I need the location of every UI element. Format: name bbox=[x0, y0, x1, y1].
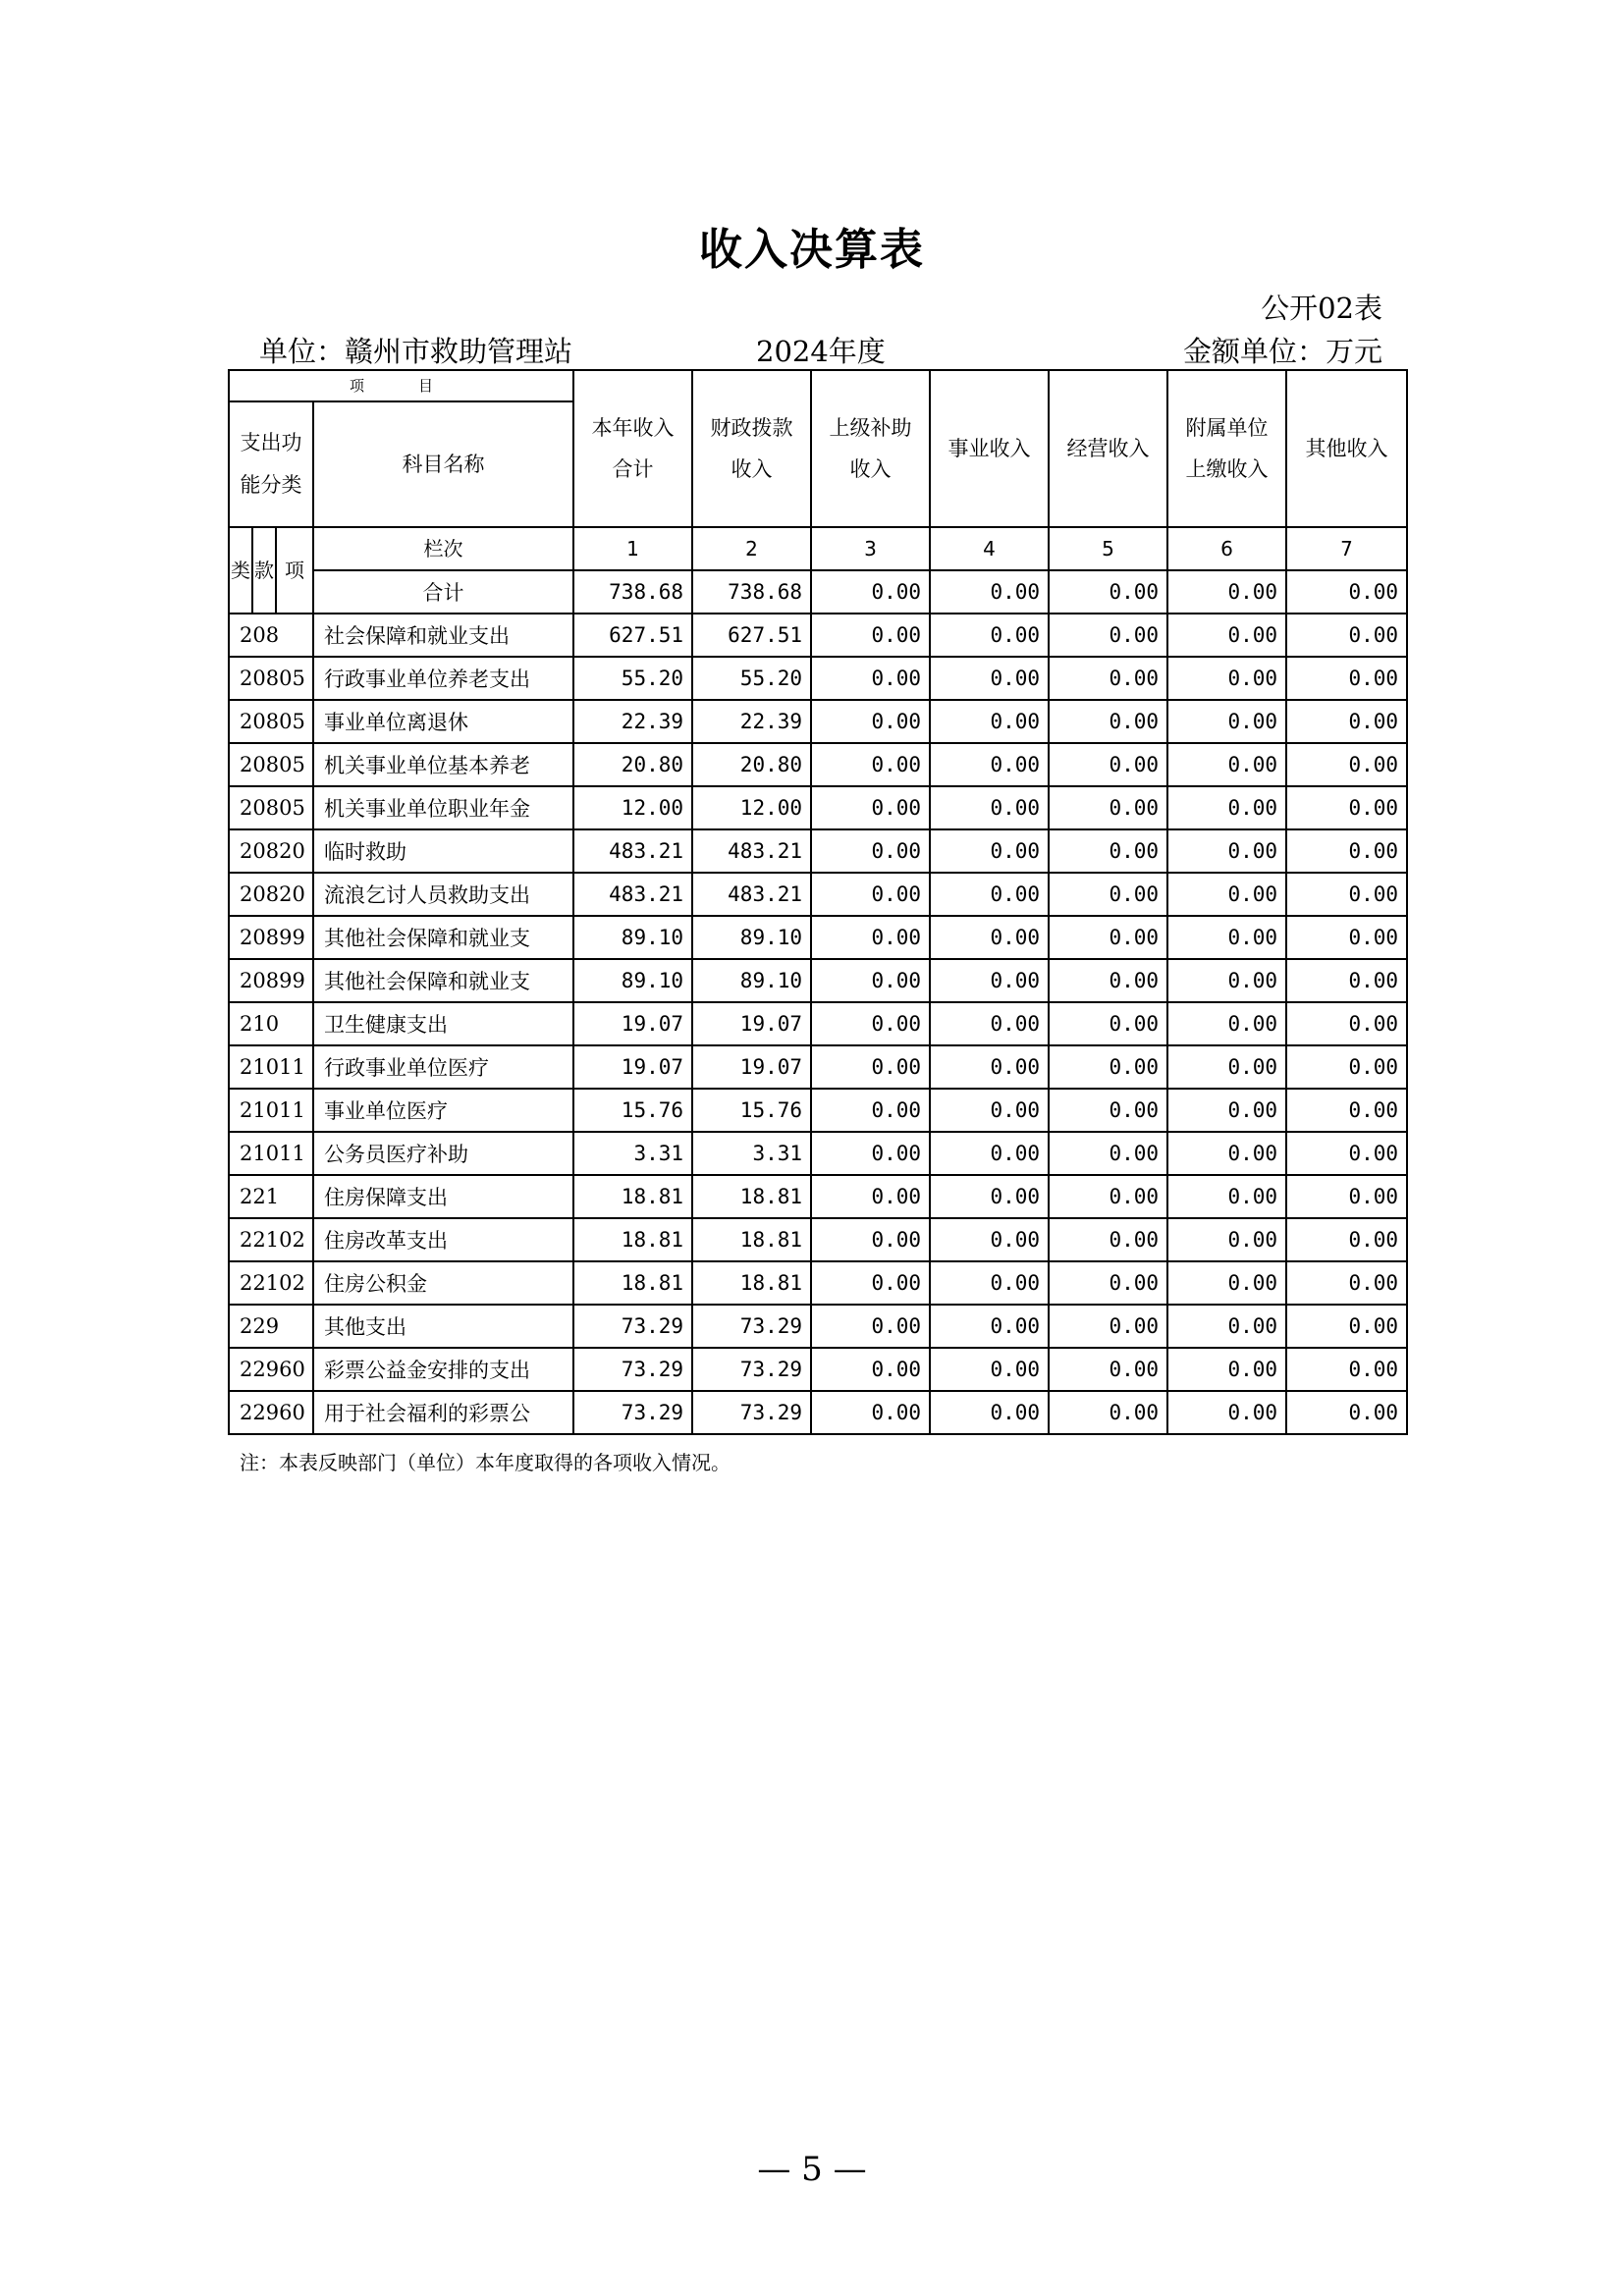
row-value: 12.00 bbox=[573, 786, 692, 829]
table-row bbox=[229, 1175, 1407, 1218]
row-subject-name: 机关事业单位职业年金 bbox=[313, 786, 573, 829]
row-value: 0.00 bbox=[811, 873, 930, 916]
row-value: 0.00 bbox=[930, 1002, 1049, 1045]
row-value: 0.00 bbox=[930, 1132, 1049, 1175]
row-value: 3.31 bbox=[573, 1132, 692, 1175]
row-value: 0.00 bbox=[1049, 916, 1167, 959]
row-value: 0.00 bbox=[930, 959, 1049, 1002]
row-value: 0.00 bbox=[1286, 786, 1407, 829]
row-value: 0.00 bbox=[1286, 1045, 1407, 1089]
row-value: 0.00 bbox=[1049, 1089, 1167, 1132]
row-value: 0.00 bbox=[1049, 959, 1167, 1002]
row-value: 0.00 bbox=[1167, 743, 1286, 786]
row-value: 0.00 bbox=[811, 700, 930, 743]
form-number: 公开02表 bbox=[1261, 292, 1382, 325]
row-subject-name: 临时救助 bbox=[313, 829, 573, 873]
row-subject-name: 彩票公益金安排的支出 bbox=[313, 1348, 573, 1391]
table-row bbox=[229, 829, 1407, 873]
row-value: 0.00 bbox=[930, 1218, 1049, 1261]
total-value: 0.00 bbox=[1286, 570, 1407, 614]
row-value: 18.81 bbox=[692, 1218, 811, 1261]
row-value: 0.00 bbox=[1286, 829, 1407, 873]
row-value: 0.00 bbox=[930, 1089, 1049, 1132]
row-value: 0.00 bbox=[1286, 1348, 1407, 1391]
row-value: 0.00 bbox=[930, 743, 1049, 786]
row-value: 0.00 bbox=[811, 1175, 930, 1218]
func-class-header: 支出功能分类 bbox=[229, 401, 313, 527]
row-value: 0.00 bbox=[811, 1305, 930, 1348]
row-value: 0.00 bbox=[1167, 657, 1286, 700]
row-value: 0.00 bbox=[1049, 1348, 1167, 1391]
row-code: 20805 bbox=[229, 743, 313, 786]
row-value: 0.00 bbox=[811, 1002, 930, 1045]
subject-name-header: 科目名称 bbox=[313, 401, 573, 527]
table-row bbox=[229, 1348, 1407, 1391]
row-value: 0.00 bbox=[930, 700, 1049, 743]
row-value: 483.21 bbox=[692, 873, 811, 916]
row-subject-name: 行政事业单位医疗 bbox=[313, 1045, 573, 1089]
row-value: 0.00 bbox=[1049, 873, 1167, 916]
total-value: 0.00 bbox=[1049, 570, 1167, 614]
row-label: 栏次 bbox=[313, 527, 573, 570]
page-title: 收入决算表 bbox=[699, 225, 925, 275]
row-value: 0.00 bbox=[930, 829, 1049, 873]
total-value: 0.00 bbox=[1167, 570, 1286, 614]
row-subject-name: 住房保障支出 bbox=[313, 1175, 573, 1218]
row-value: 0.00 bbox=[1286, 1132, 1407, 1175]
row-subject-name: 事业单位离退休 bbox=[313, 700, 573, 743]
class-lei: 类 bbox=[229, 527, 252, 614]
row-value: 0.00 bbox=[930, 916, 1049, 959]
table-row bbox=[229, 786, 1407, 829]
row-code: 20805 bbox=[229, 786, 313, 829]
col-header-3: 上级补助收入 bbox=[811, 370, 930, 527]
row-value: 0.00 bbox=[1049, 1261, 1167, 1305]
row-value: 0.00 bbox=[1049, 1305, 1167, 1348]
row-value: 0.00 bbox=[1286, 614, 1407, 657]
row-code: 20805 bbox=[229, 657, 313, 700]
row-value: 0.00 bbox=[1049, 1045, 1167, 1089]
table-row bbox=[229, 873, 1407, 916]
row-value: 0.00 bbox=[811, 657, 930, 700]
row-code: 21011 bbox=[229, 1089, 313, 1132]
class-xiang: 项 bbox=[276, 527, 313, 614]
row-value: 627.51 bbox=[692, 614, 811, 657]
row-value: 0.00 bbox=[1167, 1089, 1286, 1132]
row-value: 0.00 bbox=[930, 1175, 1049, 1218]
col-header-7: 其他收入 bbox=[1286, 370, 1407, 527]
row-code: 210 bbox=[229, 1002, 313, 1045]
row-value: 73.29 bbox=[573, 1305, 692, 1348]
table-row bbox=[229, 1391, 1407, 1434]
row-value: 0.00 bbox=[1286, 1175, 1407, 1218]
table-row bbox=[229, 614, 1407, 657]
row-value: 0.00 bbox=[811, 1348, 930, 1391]
row-value: 0.00 bbox=[1167, 1305, 1286, 1348]
row-value: 73.29 bbox=[692, 1305, 811, 1348]
table-row bbox=[229, 1045, 1407, 1089]
table-row bbox=[229, 1218, 1407, 1261]
row-value: 0.00 bbox=[1167, 916, 1286, 959]
row-value: 20.80 bbox=[692, 743, 811, 786]
row-value: 0.00 bbox=[1049, 657, 1167, 700]
row-value: 0.00 bbox=[811, 1261, 930, 1305]
row-value: 0.00 bbox=[1049, 1002, 1167, 1045]
row-value: 18.81 bbox=[573, 1218, 692, 1261]
row-value: 0.00 bbox=[1167, 829, 1286, 873]
row-value: 0.00 bbox=[1049, 1218, 1167, 1261]
row-value: 0.00 bbox=[811, 1218, 930, 1261]
table-row bbox=[229, 743, 1407, 786]
total-label: 合计 bbox=[313, 570, 573, 614]
row-code: 208 bbox=[229, 614, 313, 657]
row-value: 19.07 bbox=[692, 1045, 811, 1089]
row-value: 3.31 bbox=[692, 1132, 811, 1175]
row-value: 0.00 bbox=[811, 1391, 930, 1434]
row-value: 627.51 bbox=[573, 614, 692, 657]
row-subject-name: 流浪乞讨人员救助支出 bbox=[313, 873, 573, 916]
row-value: 0.00 bbox=[1286, 743, 1407, 786]
row-value: 0.00 bbox=[1167, 786, 1286, 829]
row-subject-name: 其他支出 bbox=[313, 1305, 573, 1348]
row-value: 0.00 bbox=[1286, 1391, 1407, 1434]
total-value: 0.00 bbox=[811, 570, 930, 614]
row-subject-name: 事业单位医疗 bbox=[313, 1089, 573, 1132]
row-value: 0.00 bbox=[811, 786, 930, 829]
row-value: 483.21 bbox=[573, 873, 692, 916]
row-value: 89.10 bbox=[573, 916, 692, 959]
row-value: 19.07 bbox=[692, 1002, 811, 1045]
row-value: 19.07 bbox=[573, 1002, 692, 1045]
col-header-1: 本年收入合计 bbox=[573, 370, 692, 527]
row-value: 0.00 bbox=[1167, 700, 1286, 743]
row-value: 0.00 bbox=[930, 786, 1049, 829]
row-value: 0.00 bbox=[1167, 1045, 1286, 1089]
class-kuan: 款 bbox=[252, 527, 276, 614]
table-row bbox=[229, 916, 1407, 959]
row-subject-name: 公务员医疗补助 bbox=[313, 1132, 573, 1175]
table-note: 注：本表反映部门（单位）本年度取得的各项收入情况。 bbox=[240, 1451, 731, 1474]
row-code: 20805 bbox=[229, 700, 313, 743]
row-value: 18.81 bbox=[573, 1261, 692, 1305]
row-value: 0.00 bbox=[1167, 614, 1286, 657]
row-value: 0.00 bbox=[1286, 873, 1407, 916]
row-code: 22102 bbox=[229, 1218, 313, 1261]
total-row bbox=[229, 570, 1407, 614]
row-value: 0.00 bbox=[930, 1305, 1049, 1348]
row-value: 0.00 bbox=[1286, 700, 1407, 743]
row-subject-name: 卫生健康支出 bbox=[313, 1002, 573, 1045]
row-value: 0.00 bbox=[1049, 1175, 1167, 1218]
row-code: 20820 bbox=[229, 829, 313, 873]
row-code: 22960 bbox=[229, 1391, 313, 1434]
row-subject-name: 住房公积金 bbox=[313, 1261, 573, 1305]
col-header-2: 财政拨款收入 bbox=[692, 370, 811, 527]
row-subject-name: 社会保障和就业支出 bbox=[313, 614, 573, 657]
row-value: 0.00 bbox=[1286, 1305, 1407, 1348]
row-subject-name: 住房改革支出 bbox=[313, 1218, 573, 1261]
row-value: 0.00 bbox=[1049, 1391, 1167, 1434]
row-value: 0.00 bbox=[1049, 700, 1167, 743]
row-subject-name: 行政事业单位养老支出 bbox=[313, 657, 573, 700]
row-value: 18.81 bbox=[692, 1175, 811, 1218]
row-value: 0.00 bbox=[1286, 916, 1407, 959]
table-row bbox=[229, 1261, 1407, 1305]
row-value: 22.39 bbox=[573, 700, 692, 743]
unit-label: 单位：赣州市救助管理站 bbox=[259, 335, 573, 368]
row-value: 0.00 bbox=[811, 614, 930, 657]
col-number-1: 1 bbox=[573, 527, 692, 570]
table-row bbox=[229, 1002, 1407, 1045]
table-row bbox=[229, 1132, 1407, 1175]
row-value: 0.00 bbox=[1167, 1002, 1286, 1045]
row-code: 21011 bbox=[229, 1132, 313, 1175]
row-value: 89.10 bbox=[692, 916, 811, 959]
row-code: 229 bbox=[229, 1305, 313, 1348]
row-value: 0.00 bbox=[1167, 1132, 1286, 1175]
row-value: 0.00 bbox=[930, 657, 1049, 700]
row-value: 12.00 bbox=[692, 786, 811, 829]
row-value: 55.20 bbox=[692, 657, 811, 700]
row-code: 221 bbox=[229, 1175, 313, 1218]
table-row bbox=[229, 959, 1407, 1002]
row-code: 22960 bbox=[229, 1348, 313, 1391]
col-number-5: 5 bbox=[1049, 527, 1167, 570]
row-value: 0.00 bbox=[1049, 743, 1167, 786]
col-number-2: 2 bbox=[692, 527, 811, 570]
row-value: 0.00 bbox=[1286, 959, 1407, 1002]
row-value: 73.29 bbox=[573, 1348, 692, 1391]
row-code: 20820 bbox=[229, 873, 313, 916]
row-value: 0.00 bbox=[1049, 614, 1167, 657]
col-number-3: 3 bbox=[811, 527, 930, 570]
year-label: 2024年度 bbox=[756, 335, 886, 368]
row-value: 483.21 bbox=[692, 829, 811, 873]
row-value: 0.00 bbox=[930, 1261, 1049, 1305]
row-value: 0.00 bbox=[930, 873, 1049, 916]
col-header-4: 事业收入 bbox=[930, 370, 1049, 527]
row-value: 18.81 bbox=[692, 1261, 811, 1305]
row-value: 0.00 bbox=[1167, 873, 1286, 916]
row-value: 0.00 bbox=[930, 1348, 1049, 1391]
row-value: 73.29 bbox=[692, 1348, 811, 1391]
row-value: 0.00 bbox=[811, 829, 930, 873]
row-value: 0.00 bbox=[930, 1045, 1049, 1089]
row-value: 22.39 bbox=[692, 700, 811, 743]
row-value: 0.00 bbox=[1286, 1089, 1407, 1132]
col-number-4: 4 bbox=[930, 527, 1049, 570]
row-code: 22102 bbox=[229, 1261, 313, 1305]
row-value: 0.00 bbox=[1167, 1391, 1286, 1434]
row-value: 0.00 bbox=[1049, 786, 1167, 829]
row-value: 0.00 bbox=[811, 743, 930, 786]
table-row bbox=[229, 1305, 1407, 1348]
row-value: 0.00 bbox=[1049, 1132, 1167, 1175]
total-value: 738.68 bbox=[692, 570, 811, 614]
row-code: 20899 bbox=[229, 916, 313, 959]
row-value: 73.29 bbox=[573, 1391, 692, 1434]
row-value: 0.00 bbox=[1286, 1261, 1407, 1305]
row-value: 0.00 bbox=[1167, 1175, 1286, 1218]
row-value: 89.10 bbox=[692, 959, 811, 1002]
total-value: 738.68 bbox=[573, 570, 692, 614]
row-value: 73.29 bbox=[692, 1391, 811, 1434]
row-value: 0.00 bbox=[1167, 1261, 1286, 1305]
row-subject-name: 机关事业单位基本养老 bbox=[313, 743, 573, 786]
project-header: 项 目 bbox=[229, 370, 573, 401]
row-code: 21011 bbox=[229, 1045, 313, 1089]
row-value: 0.00 bbox=[930, 1391, 1049, 1434]
row-code: 20899 bbox=[229, 959, 313, 1002]
row-subject-name: 其他社会保障和就业支 bbox=[313, 959, 573, 1002]
row-value: 0.00 bbox=[811, 1045, 930, 1089]
income-table bbox=[228, 369, 1408, 1435]
row-value: 18.81 bbox=[573, 1175, 692, 1218]
page-number: — 5 — bbox=[757, 2150, 867, 2189]
row-value: 0.00 bbox=[811, 959, 930, 1002]
row-subject-name: 其他社会保障和就业支 bbox=[313, 916, 573, 959]
row-value: 0.00 bbox=[1286, 1002, 1407, 1045]
row-value: 89.10 bbox=[573, 959, 692, 1002]
row-value: 0.00 bbox=[1167, 959, 1286, 1002]
col-number-6: 6 bbox=[1167, 527, 1286, 570]
row-value: 0.00 bbox=[1286, 1218, 1407, 1261]
row-value: 0.00 bbox=[1167, 1348, 1286, 1391]
row-value: 55.20 bbox=[573, 657, 692, 700]
col-header-6: 附属单位上缴收入 bbox=[1167, 370, 1286, 527]
row-value: 0.00 bbox=[811, 1132, 930, 1175]
row-value: 0.00 bbox=[1286, 657, 1407, 700]
table-row bbox=[229, 700, 1407, 743]
col-number-7: 7 bbox=[1286, 527, 1407, 570]
row-value: 15.76 bbox=[573, 1089, 692, 1132]
table-row bbox=[229, 657, 1407, 700]
row-value: 0.00 bbox=[811, 1089, 930, 1132]
row-value: 483.21 bbox=[573, 829, 692, 873]
money-unit-label: 金额单位：万元 bbox=[1182, 335, 1382, 368]
row-subject-name: 用于社会福利的彩票公 bbox=[313, 1391, 573, 1434]
row-value: 15.76 bbox=[692, 1089, 811, 1132]
row-value: 0.00 bbox=[1049, 829, 1167, 873]
row-value: 0.00 bbox=[1167, 1218, 1286, 1261]
table-row bbox=[229, 1089, 1407, 1132]
col-header-5: 经营收入 bbox=[1049, 370, 1167, 527]
row-value: 20.80 bbox=[573, 743, 692, 786]
row-value: 19.07 bbox=[573, 1045, 692, 1089]
row-value: 0.00 bbox=[930, 614, 1049, 657]
row-value: 0.00 bbox=[811, 916, 930, 959]
total-value: 0.00 bbox=[930, 570, 1049, 614]
